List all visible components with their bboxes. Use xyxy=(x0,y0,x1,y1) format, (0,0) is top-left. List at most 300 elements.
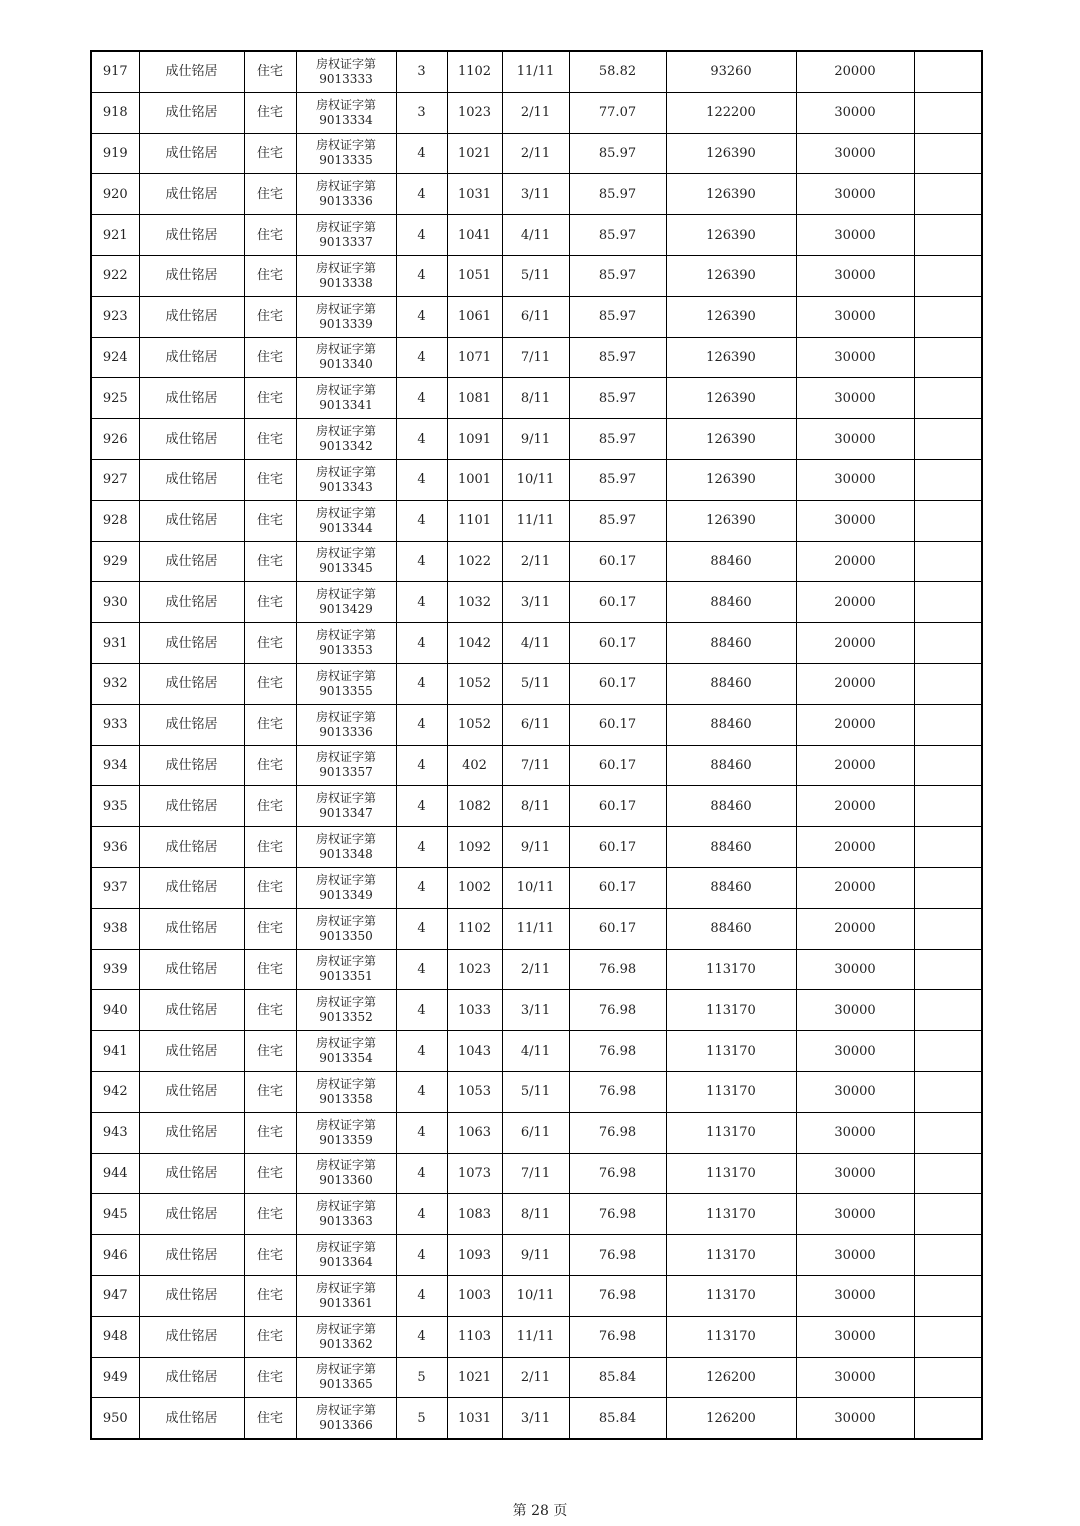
table-row xyxy=(91,1357,982,1398)
certificate-number: 9013336 xyxy=(319,194,373,209)
table-row xyxy=(91,1275,982,1316)
floor-cell: 3/11 xyxy=(502,582,569,623)
project-name-cell: 成仕铭居 xyxy=(139,623,244,664)
remark-cell xyxy=(914,908,982,949)
price-cell: 88460 xyxy=(666,582,796,623)
building-cell: 4 xyxy=(396,1235,447,1276)
price-cell: 126390 xyxy=(666,500,796,541)
remark-cell xyxy=(914,990,982,1031)
floor-cell: 7/11 xyxy=(502,1153,569,1194)
certificate-prefix: 房权证字第 xyxy=(315,1076,376,1091)
room-cell: 1051 xyxy=(447,255,502,296)
table-row xyxy=(91,541,982,582)
usage-cell: 住宅 xyxy=(244,704,296,745)
row-index-cell: 932 xyxy=(91,663,139,704)
certificate-cell xyxy=(296,1357,396,1398)
building-cell: 4 xyxy=(396,663,447,704)
table-row xyxy=(91,419,982,460)
floor-cell: 2/11 xyxy=(502,133,569,174)
remark-cell xyxy=(914,255,982,296)
building-cell: 4 xyxy=(396,500,447,541)
certificate-prefix: 房权证字第 xyxy=(315,709,376,724)
price-cell: 126390 xyxy=(666,459,796,500)
remark-cell xyxy=(914,378,982,419)
price-cell: 113170 xyxy=(666,1275,796,1316)
project-name-cell: 成仕铭居 xyxy=(139,337,244,378)
room-cell: 1081 xyxy=(447,378,502,419)
certificate-prefix: 房权证字第 xyxy=(315,1403,376,1418)
page-number: 第 28 页 xyxy=(512,1503,568,1519)
certificate-prefix: 房权证字第 xyxy=(315,342,376,357)
project-name-cell: 成仕铭居 xyxy=(139,1031,244,1072)
deposit-cell: 30000 xyxy=(796,92,914,133)
area-cell: 76.98 xyxy=(569,1194,666,1235)
certificate-prefix: 房权证字第 xyxy=(315,1280,376,1295)
floor-cell: 9/11 xyxy=(502,1235,569,1276)
certificate-number: 9013345 xyxy=(319,561,373,576)
row-index-cell: 937 xyxy=(91,867,139,908)
usage-cell: 住宅 xyxy=(244,623,296,664)
usage-cell: 住宅 xyxy=(244,663,296,704)
price-cell: 126390 xyxy=(666,133,796,174)
deposit-cell: 30000 xyxy=(796,1112,914,1153)
table-row xyxy=(91,908,982,949)
certificate-number: 9013350 xyxy=(319,928,373,943)
project-name-cell: 成仕铭居 xyxy=(139,500,244,541)
building-cell: 4 xyxy=(396,745,447,786)
certificate-cell xyxy=(296,827,396,868)
certificate-prefix: 房权证字第 xyxy=(315,260,376,275)
building-cell: 4 xyxy=(396,1275,447,1316)
certificate-number: 9013338 xyxy=(319,275,373,290)
certificate-prefix: 房权证字第 xyxy=(315,1362,376,1377)
price-cell: 126390 xyxy=(666,419,796,460)
floor-cell: 8/11 xyxy=(502,786,569,827)
room-cell: 1041 xyxy=(447,215,502,256)
project-name-cell: 成仕铭居 xyxy=(139,908,244,949)
certificate-number: 9013337 xyxy=(319,235,373,250)
floor-cell: 3/11 xyxy=(502,1398,569,1439)
remark-cell xyxy=(914,786,982,827)
room-cell: 1032 xyxy=(447,582,502,623)
project-name-cell: 成仕铭居 xyxy=(139,296,244,337)
project-name-cell: 成仕铭居 xyxy=(139,1194,244,1235)
building-cell: 4 xyxy=(396,215,447,256)
remark-cell xyxy=(914,1031,982,1072)
row-index-cell: 940 xyxy=(91,990,139,1031)
price-cell: 113170 xyxy=(666,1194,796,1235)
table-row xyxy=(91,92,982,133)
usage-cell: 住宅 xyxy=(244,1112,296,1153)
room-cell: 1031 xyxy=(447,1398,502,1439)
certificate-prefix: 房权证字第 xyxy=(315,301,376,316)
table-row xyxy=(91,459,982,500)
certificate-number: 9013359 xyxy=(319,1132,373,1147)
floor-cell: 5/11 xyxy=(502,255,569,296)
price-cell: 113170 xyxy=(666,1071,796,1112)
deposit-cell: 30000 xyxy=(796,296,914,337)
certificate-cell xyxy=(296,541,396,582)
room-cell: 1042 xyxy=(447,623,502,664)
row-index-cell: 936 xyxy=(91,827,139,868)
remark-cell xyxy=(914,1316,982,1357)
remark-cell xyxy=(914,500,982,541)
price-cell: 88460 xyxy=(666,908,796,949)
building-cell: 5 xyxy=(396,1357,447,1398)
project-name-cell: 成仕铭居 xyxy=(139,786,244,827)
certificate-number: 9013366 xyxy=(319,1418,373,1433)
certificate-prefix: 房权证字第 xyxy=(315,179,376,194)
property-table xyxy=(90,50,983,1440)
usage-cell: 住宅 xyxy=(244,215,296,256)
room-cell: 1053 xyxy=(447,1071,502,1112)
project-name-cell: 成仕铭居 xyxy=(139,867,244,908)
floor-cell: 5/11 xyxy=(502,663,569,704)
deposit-cell: 20000 xyxy=(796,541,914,582)
certificate-cell xyxy=(296,255,396,296)
deposit-cell: 30000 xyxy=(796,1071,914,1112)
usage-cell: 住宅 xyxy=(244,337,296,378)
price-cell: 126390 xyxy=(666,255,796,296)
floor-cell: 7/11 xyxy=(502,745,569,786)
row-index-cell: 935 xyxy=(91,786,139,827)
building-cell: 4 xyxy=(396,623,447,664)
usage-cell: 住宅 xyxy=(244,745,296,786)
deposit-cell: 30000 xyxy=(796,949,914,990)
building-cell: 4 xyxy=(396,827,447,868)
area-cell: 60.17 xyxy=(569,745,666,786)
table-body xyxy=(91,51,982,1439)
deposit-cell: 20000 xyxy=(796,51,914,92)
table-row xyxy=(91,378,982,419)
table-row xyxy=(91,990,982,1031)
room-cell: 1023 xyxy=(447,949,502,990)
room-cell: 1102 xyxy=(447,908,502,949)
building-cell: 4 xyxy=(396,296,447,337)
building-cell: 4 xyxy=(396,582,447,623)
room-cell: 1002 xyxy=(447,867,502,908)
area-cell: 60.17 xyxy=(569,704,666,745)
table-row xyxy=(91,1112,982,1153)
usage-cell: 住宅 xyxy=(244,459,296,500)
usage-cell: 住宅 xyxy=(244,296,296,337)
table-row xyxy=(91,704,982,745)
floor-cell: 10/11 xyxy=(502,459,569,500)
project-name-cell: 成仕铭居 xyxy=(139,1398,244,1439)
floor-cell: 2/11 xyxy=(502,949,569,990)
certificate-number: 9013362 xyxy=(319,1336,373,1351)
remark-cell xyxy=(914,1398,982,1439)
remark-cell xyxy=(914,1357,982,1398)
certificate-cell xyxy=(296,990,396,1031)
project-name-cell: 成仕铭居 xyxy=(139,92,244,133)
price-cell: 126390 xyxy=(666,174,796,215)
deposit-cell: 30000 xyxy=(796,337,914,378)
row-index-cell: 939 xyxy=(91,949,139,990)
table-row xyxy=(91,1398,982,1439)
row-index-cell: 941 xyxy=(91,1031,139,1072)
usage-cell: 住宅 xyxy=(244,51,296,92)
remark-cell xyxy=(914,1112,982,1153)
usage-cell: 住宅 xyxy=(244,1316,296,1357)
table-row xyxy=(91,623,982,664)
row-index-cell: 934 xyxy=(91,745,139,786)
usage-cell: 住宅 xyxy=(244,1071,296,1112)
table-row xyxy=(91,1071,982,1112)
certificate-number: 9013341 xyxy=(319,398,373,413)
project-name-cell: 成仕铭居 xyxy=(139,215,244,256)
price-cell: 88460 xyxy=(666,663,796,704)
certificate-number: 9013349 xyxy=(319,887,373,902)
row-index-cell: 924 xyxy=(91,337,139,378)
remark-cell xyxy=(914,459,982,500)
area-cell: 76.98 xyxy=(569,990,666,1031)
certificate-number: 9013348 xyxy=(319,847,373,862)
room-cell: 1022 xyxy=(447,541,502,582)
certificate-cell xyxy=(296,1153,396,1194)
project-name-cell: 成仕铭居 xyxy=(139,255,244,296)
table-row xyxy=(91,867,982,908)
certificate-prefix: 房权证字第 xyxy=(315,791,376,806)
deposit-cell: 30000 xyxy=(796,459,914,500)
certificate-prefix: 房权证字第 xyxy=(315,1158,376,1173)
table-row xyxy=(91,1316,982,1357)
building-cell: 4 xyxy=(396,1112,447,1153)
table-row xyxy=(91,51,982,92)
certificate-cell xyxy=(296,786,396,827)
table-row xyxy=(91,296,982,337)
remark-cell xyxy=(914,1235,982,1276)
remark-cell xyxy=(914,867,982,908)
room-cell: 1071 xyxy=(447,337,502,378)
room-cell: 1073 xyxy=(447,1153,502,1194)
remark-cell xyxy=(914,582,982,623)
project-name-cell: 成仕铭居 xyxy=(139,1235,244,1276)
certificate-cell xyxy=(296,745,396,786)
price-cell: 93260 xyxy=(666,51,796,92)
project-name-cell: 成仕铭居 xyxy=(139,133,244,174)
room-cell: 1021 xyxy=(447,1357,502,1398)
certificate-cell xyxy=(296,949,396,990)
row-index-cell: 928 xyxy=(91,500,139,541)
certificate-prefix: 房权证字第 xyxy=(315,668,376,683)
row-index-cell: 922 xyxy=(91,255,139,296)
certificate-number: 9013429 xyxy=(319,602,373,617)
deposit-cell: 30000 xyxy=(796,174,914,215)
remark-cell xyxy=(914,51,982,92)
area-cell: 85.97 xyxy=(569,133,666,174)
usage-cell: 住宅 xyxy=(244,582,296,623)
remark-cell xyxy=(914,419,982,460)
price-cell: 113170 xyxy=(666,1316,796,1357)
area-cell: 76.98 xyxy=(569,949,666,990)
remark-cell xyxy=(914,745,982,786)
floor-cell: 4/11 xyxy=(502,623,569,664)
floor-cell: 4/11 xyxy=(502,215,569,256)
certificate-cell xyxy=(296,582,396,623)
area-cell: 85.84 xyxy=(569,1357,666,1398)
area-cell: 85.97 xyxy=(569,500,666,541)
area-cell: 76.98 xyxy=(569,1031,666,1072)
certificate-number: 9013355 xyxy=(319,683,373,698)
table-row xyxy=(91,663,982,704)
floor-cell: 5/11 xyxy=(502,1071,569,1112)
remark-cell xyxy=(914,92,982,133)
row-index-cell: 921 xyxy=(91,215,139,256)
certificate-prefix: 房权证字第 xyxy=(315,546,376,561)
certificate-prefix: 房权证字第 xyxy=(315,1117,376,1132)
price-cell: 113170 xyxy=(666,1153,796,1194)
project-name-cell: 成仕铭居 xyxy=(139,827,244,868)
price-cell: 122200 xyxy=(666,92,796,133)
area-cell: 76.98 xyxy=(569,1071,666,1112)
certificate-cell xyxy=(296,1112,396,1153)
floor-cell: 11/11 xyxy=(502,1316,569,1357)
area-cell: 76.98 xyxy=(569,1275,666,1316)
table-row xyxy=(91,255,982,296)
price-cell: 126390 xyxy=(666,378,796,419)
certificate-number: 9013364 xyxy=(319,1255,373,1269)
certificate-cell xyxy=(296,1194,396,1235)
deposit-cell: 20000 xyxy=(796,623,914,664)
price-cell: 113170 xyxy=(666,1031,796,1072)
deposit-cell: 30000 xyxy=(796,133,914,174)
project-name-cell: 成仕铭居 xyxy=(139,541,244,582)
floor-cell: 10/11 xyxy=(502,867,569,908)
project-name-cell: 成仕铭居 xyxy=(139,582,244,623)
remark-cell xyxy=(914,133,982,174)
price-cell: 88460 xyxy=(666,623,796,664)
deposit-cell: 30000 xyxy=(796,1031,914,1072)
remark-cell xyxy=(914,827,982,868)
floor-cell: 10/11 xyxy=(502,1275,569,1316)
certificate-number: 9013333 xyxy=(319,71,373,86)
area-cell: 60.17 xyxy=(569,827,666,868)
project-name-cell: 成仕铭居 xyxy=(139,1357,244,1398)
room-cell: 1033 xyxy=(447,990,502,1031)
floor-cell: 8/11 xyxy=(502,378,569,419)
building-cell: 4 xyxy=(396,337,447,378)
area-cell: 76.98 xyxy=(569,1316,666,1357)
floor-cell: 11/11 xyxy=(502,500,569,541)
building-cell: 4 xyxy=(396,133,447,174)
remark-cell xyxy=(914,663,982,704)
project-name-cell: 成仕铭居 xyxy=(139,1275,244,1316)
area-cell: 60.17 xyxy=(569,541,666,582)
area-cell: 85.97 xyxy=(569,174,666,215)
row-index-cell: 949 xyxy=(91,1357,139,1398)
deposit-cell: 30000 xyxy=(796,419,914,460)
area-cell: 77.07 xyxy=(569,92,666,133)
deposit-cell: 20000 xyxy=(796,827,914,868)
room-cell: 1043 xyxy=(447,1031,502,1072)
certificate-number: 9013357 xyxy=(319,765,373,780)
certificate-cell xyxy=(296,1235,396,1276)
room-cell: 1052 xyxy=(447,704,502,745)
certificate-cell xyxy=(296,378,396,419)
table-row xyxy=(91,1235,982,1276)
area-cell: 60.17 xyxy=(569,663,666,704)
floor-cell: 9/11 xyxy=(502,419,569,460)
row-index-cell: 938 xyxy=(91,908,139,949)
deposit-cell: 30000 xyxy=(796,1357,914,1398)
row-index-cell: 946 xyxy=(91,1235,139,1276)
table-row xyxy=(91,582,982,623)
project-name-cell: 成仕铭居 xyxy=(139,419,244,460)
certificate-prefix: 房权证字第 xyxy=(315,587,376,602)
project-name-cell: 成仕铭居 xyxy=(139,378,244,419)
floor-cell: 2/11 xyxy=(502,541,569,582)
usage-cell: 住宅 xyxy=(244,1194,296,1235)
area-cell: 85.97 xyxy=(569,255,666,296)
area-cell: 76.98 xyxy=(569,1235,666,1276)
area-cell: 60.17 xyxy=(569,908,666,949)
certificate-number: 9013334 xyxy=(319,112,373,127)
usage-cell: 住宅 xyxy=(244,1153,296,1194)
building-cell: 4 xyxy=(396,1071,447,1112)
building-cell: 5 xyxy=(396,1398,447,1439)
certificate-prefix: 房权证字第 xyxy=(315,1199,376,1214)
room-cell: 1023 xyxy=(447,92,502,133)
deposit-cell: 20000 xyxy=(796,745,914,786)
row-index-cell: 931 xyxy=(91,623,139,664)
remark-cell xyxy=(914,296,982,337)
certificate-cell xyxy=(296,337,396,378)
certificate-cell xyxy=(296,459,396,500)
building-cell: 4 xyxy=(396,990,447,1031)
usage-cell: 住宅 xyxy=(244,255,296,296)
project-name-cell: 成仕铭居 xyxy=(139,990,244,1031)
price-cell: 88460 xyxy=(666,745,796,786)
building-cell: 4 xyxy=(396,1031,447,1072)
certificate-prefix: 房权证字第 xyxy=(315,995,376,1010)
floor-cell: 6/11 xyxy=(502,1112,569,1153)
certificate-number: 9013358 xyxy=(319,1091,373,1106)
certificate-prefix: 房权证字第 xyxy=(315,138,376,153)
row-index-cell: 930 xyxy=(91,582,139,623)
row-index-cell: 927 xyxy=(91,459,139,500)
certificate-number: 9013342 xyxy=(319,439,373,454)
building-cell: 4 xyxy=(396,786,447,827)
building-cell: 4 xyxy=(396,255,447,296)
deposit-cell: 30000 xyxy=(796,1275,914,1316)
remark-cell xyxy=(914,1275,982,1316)
table-row xyxy=(91,133,982,174)
building-cell: 4 xyxy=(396,1153,447,1194)
area-cell: 85.97 xyxy=(569,215,666,256)
usage-cell: 住宅 xyxy=(244,1398,296,1439)
remark-cell xyxy=(914,949,982,990)
price-cell: 113170 xyxy=(666,990,796,1031)
project-name-cell: 成仕铭居 xyxy=(139,1153,244,1194)
deposit-cell: 30000 xyxy=(796,215,914,256)
certificate-prefix: 房权证字第 xyxy=(315,750,376,765)
area-cell: 85.97 xyxy=(569,459,666,500)
remark-cell xyxy=(914,1194,982,1235)
table-row xyxy=(91,174,982,215)
price-cell: 113170 xyxy=(666,1235,796,1276)
price-cell: 88460 xyxy=(666,786,796,827)
certificate-prefix: 房权证字第 xyxy=(315,464,376,479)
certificate-number: 9013354 xyxy=(319,1051,373,1066)
certificate-prefix: 房权证字第 xyxy=(315,954,376,969)
area-cell: 85.97 xyxy=(569,419,666,460)
remark-cell xyxy=(914,1153,982,1194)
certificate-cell xyxy=(296,174,396,215)
project-name-cell: 成仕铭居 xyxy=(139,704,244,745)
remark-cell xyxy=(914,623,982,664)
row-index-cell: 944 xyxy=(91,1153,139,1194)
